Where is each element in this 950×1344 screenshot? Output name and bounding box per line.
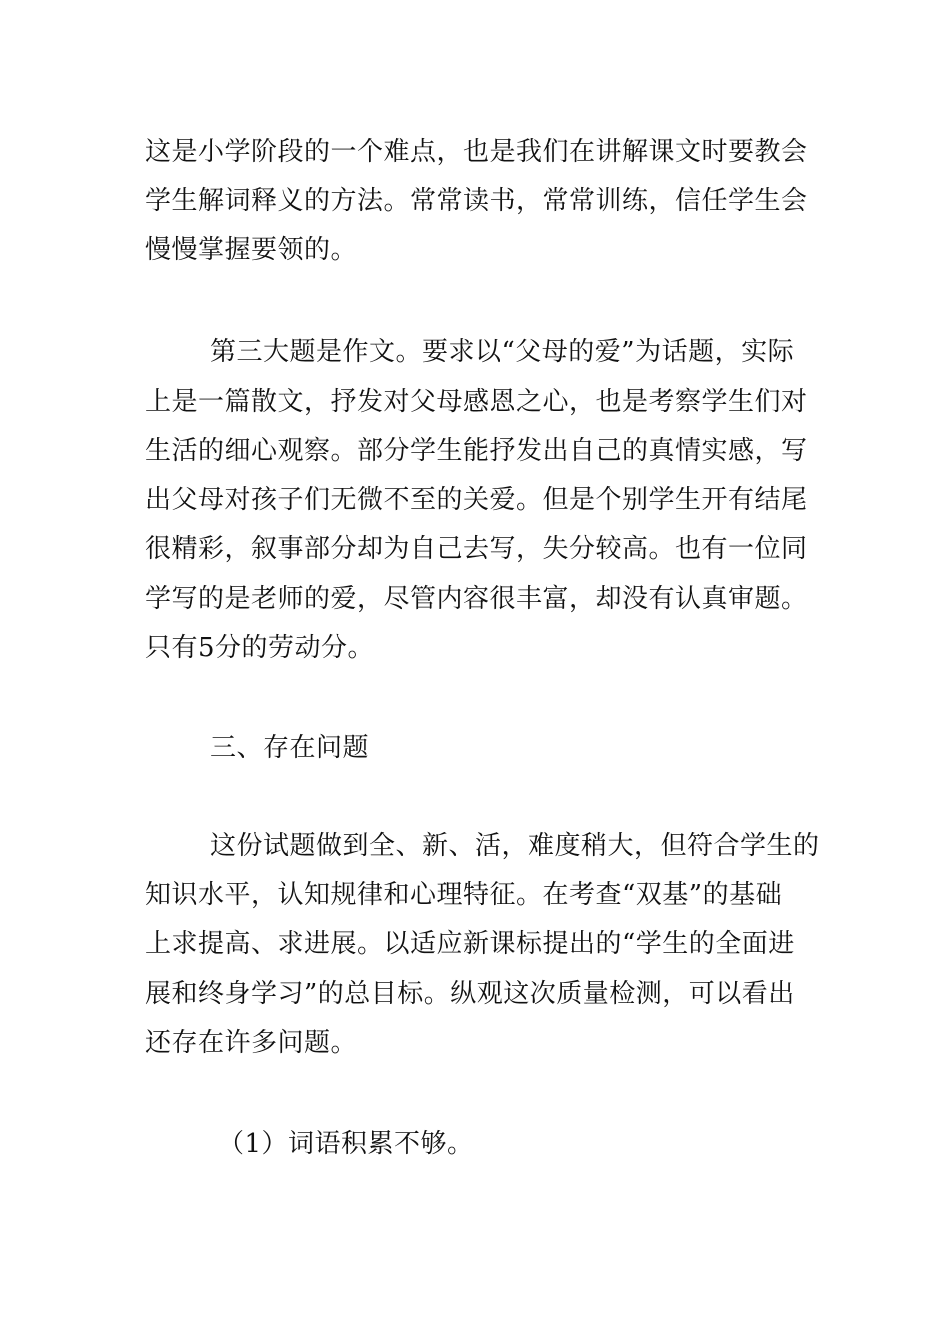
paragraph-line: 展和终身学习”的总目标。纵观这次质量检测，可以看出 (145, 979, 795, 1009)
paragraph-line: 慢慢掌握要领的。 (145, 235, 358, 265)
paragraph-line: 生活的细心观察。部分学生能抒发出自己的真情实感，写 (145, 436, 808, 466)
paragraph-line: 这是小学阶段的一个难点，也是我们在讲解课文时要教会 (145, 137, 808, 167)
paragraph-line: 还存在许多问题。 (145, 1028, 358, 1058)
section-heading: 三、存在问题 (210, 733, 370, 763)
paragraph-line: 这份试题做到全、新、活，难度稍大，但符合学生的 (210, 831, 820, 861)
paragraph-line: 出父母对孩子们无微不至的关爱。但是个别学生开有结尾 (145, 485, 808, 515)
paragraph-line: 第三大题是作文。要求以“父母的爱”为话题，实际 (210, 337, 795, 367)
paragraph-line: 只有5分的劳动分。 (145, 633, 375, 663)
paragraph-line: 学写的是老师的爱，尽管内容很丰富，却没有认真审题。 (145, 584, 808, 614)
paragraph-line: 学生解词释义的方法。常常读书，常常训练，信任学生会 (145, 186, 808, 216)
paragraph-line: 上是一篇散文，抒发对父母感恩之心，也是考察学生们对 (145, 387, 808, 417)
list-item: （1）词语积累不够。 (218, 1129, 474, 1159)
paragraph-line: 知识水平，认知规律和心理特征。在考查“双基”的基础 (145, 880, 783, 910)
paragraph-line: 上求提高、求进展。以适应新课标提出的“学生的全面进 (145, 929, 795, 959)
paragraph-line: 很精彩，叙事部分却为自己去写，失分较高。也有一位同 (145, 534, 808, 564)
